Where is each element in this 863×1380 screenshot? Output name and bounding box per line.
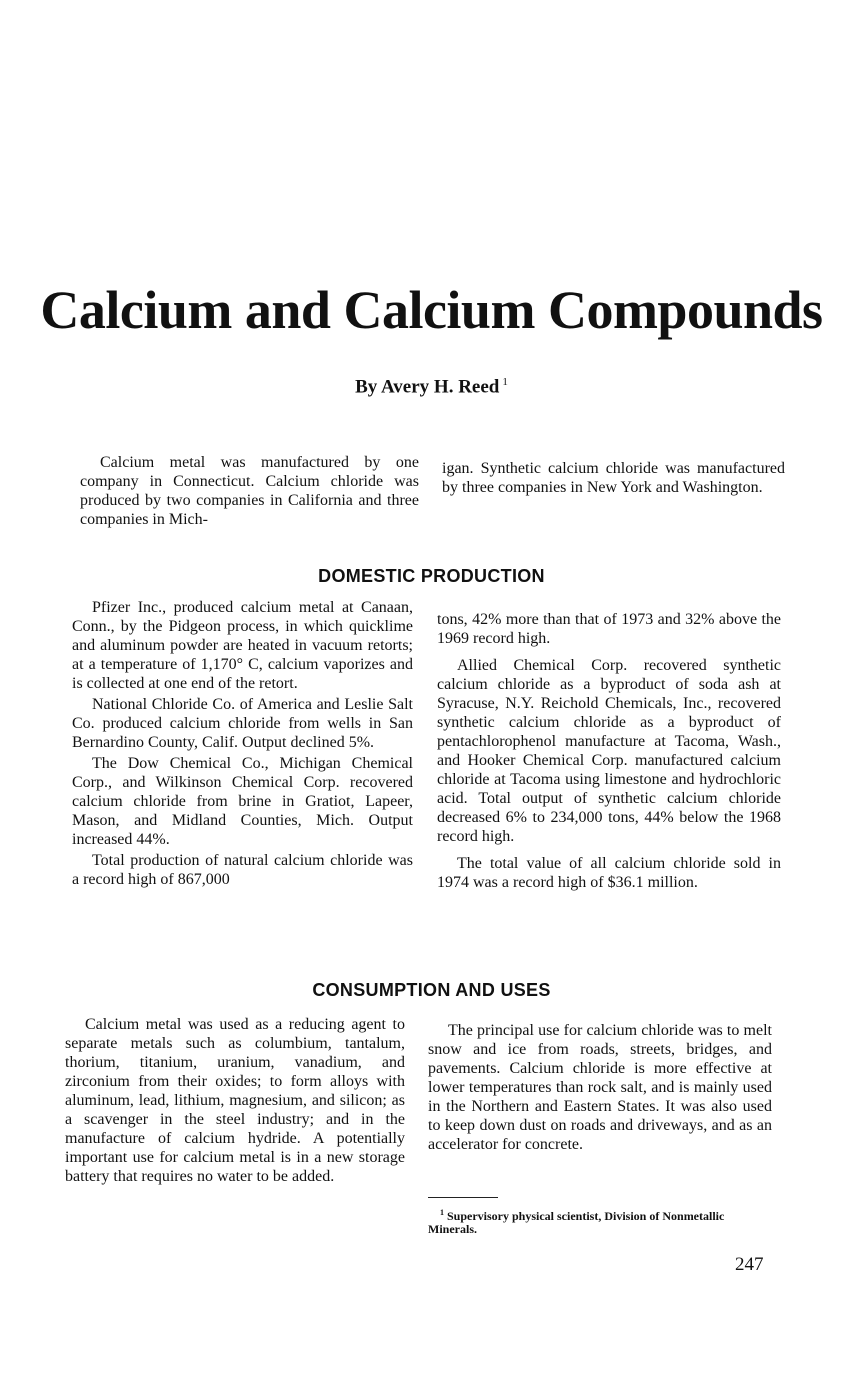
paragraph: National Chloride Co. of America and Leslie Salt Co. produced calcium chloride from wells in San Bernardino County, Calif. Output declined 5%. (72, 696, 413, 751)
domestic-production-left-column (72, 598, 413, 891)
footnote-text: Supervisory physical scientist, Division of Nonmetallic Minerals. (428, 1209, 725, 1236)
author-name: By Avery H. Reed (355, 376, 500, 398)
paragraph: The Dow Chemical Co., Michigan Chemical Corp., and Wilkinson Chemical Corp. recovered calcium chloride from brine in Gratiot, Lapeer, Mason, and Midland Counties, Mich. Output increased 44%. (72, 755, 413, 848)
intro-right-column (442, 459, 785, 499)
footnote-divider (428, 1197, 498, 1198)
paragraph: tons, 42% more than that of 1973 and 32% above the 1969 record high. (437, 611, 781, 647)
paragraph: Calcium metal was used as a reducing agent to separate metals such as columbium, tantalum, thorium, titanium, uranium, vanadium, and zirconium from their oxides; to form alloys with aluminum, lead, lithium, magnesium, and silicon; as a scavenger in the steel industry; and in the manufacture of calcium hydride. A potentially important use for calcium metal is in a new storage battery that requires no water to be added. (65, 1016, 405, 1185)
page-number: 247 (735, 1254, 764, 1275)
paragraph: Allied Chemical Corp. recovered synthetic calcium chloride as a byproduct of soda ash at Syracuse, N.Y. Reichold Chemicals, Inc., recovered synthetic calcium chloride as a byproduct of pentachlorophenol manufacture at Tacoma, Wash., and Hooker Chemical Corp. manufactured calcium chloride at Tacoma using limestone and hydrochloric acid. Total output of synthetic calcium chloride decreased 6% to 234,000 tons, 44% below the 1968 record high. (437, 657, 781, 845)
footnote-marker: 1 (440, 1208, 444, 1217)
paragraph: The total value of all calcium chloride sold in 1974 was a record high of $36.1 million. (437, 855, 781, 891)
paragraph: The principal use for calcium chloride was to melt snow and ice from roads, streets, bridges, and pavements. Calcium chloride is more effective at lower temperatures than rock salt, and is mainly used in the Northern and Eastern States. It was also used to keep down dust on roads and driveways, and as an accelerator for concrete. (428, 1022, 772, 1153)
byline-footnote-marker: 1 (502, 376, 508, 388)
consumption-left-column (65, 1015, 405, 1188)
intro-paragraph: Calcium metal was manufactured by one company in Connecticut. Calcium chloride was produced by two companies in California and three companies in Mich- (80, 454, 419, 528)
consumption-right-column (428, 1021, 772, 1156)
paragraph: Pfizer Inc., produced calcium metal at Canaan, Conn., by the Pidgeon process, in which quicklime and aluminum powder are heated in vacuum retorts; at a temperature of 1,170° C, calcium vaporizes and is collected at one end of the retort. (72, 599, 413, 692)
domestic-production-right-column (437, 610, 781, 894)
intro-left-column (80, 453, 419, 531)
section-heading-consumption-and-uses: CONSUMPTION AND USES (312, 980, 551, 1000)
byline (0, 376, 863, 398)
section-heading-domestic-production: DOMESTIC PRODUCTION (318, 566, 545, 586)
footnote (428, 1206, 768, 1236)
intro-paragraph-continued: igan. Synthetic calcium chloride was manufactured by three companies in New York and Washington. (442, 460, 785, 496)
page-title: Calcium and Calcium Compounds (40, 280, 823, 340)
paragraph: Total production of natural calcium chloride was a record high of 867,000 (72, 852, 413, 888)
